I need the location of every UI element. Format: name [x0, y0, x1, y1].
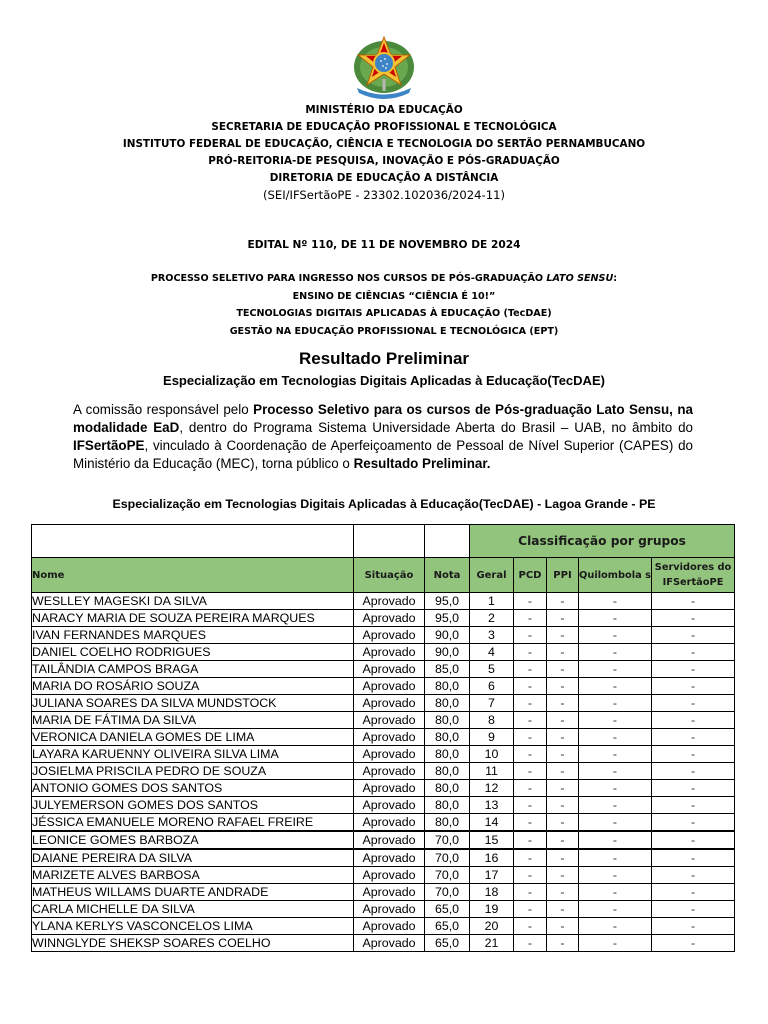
rank-pcd-cell: - [514, 849, 547, 867]
rank-servidores-cell: - [652, 712, 735, 729]
status-cell: Aprovado [354, 678, 425, 695]
para-bold-1: Processo Seletivo para os cursos de Pós-graduação Lato Sensu, na modalidade EaD [73, 402, 693, 435]
table-row [32, 918, 735, 935]
table-row [32, 763, 735, 780]
rank-quilombolas-cell: - [579, 729, 652, 746]
rank-pcd-cell: - [514, 780, 547, 797]
rank-servidores-cell: - [652, 610, 735, 627]
status-cell: Aprovado [354, 797, 425, 814]
rank-general-cell: 9 [470, 729, 514, 746]
rank-general-cell: 5 [470, 661, 514, 678]
process-number: (SEI/IFSertãoPE - 23302.102036/2024-11) [263, 188, 505, 202]
rank-servidores-cell: - [652, 627, 735, 644]
rank-servidores-cell: - [652, 884, 735, 901]
table-row [32, 884, 735, 901]
rank-general-cell: 2 [470, 610, 514, 627]
rank-general-cell: 3 [470, 627, 514, 644]
candidate-name-cell: JULYEMERSON GOMES DOS SANTOS [32, 797, 354, 814]
status-cell: Aprovado [354, 867, 425, 884]
score-cell: 95,0 [425, 593, 470, 610]
table-row [32, 610, 735, 627]
table-row [32, 627, 735, 644]
rank-general-cell: 15 [470, 831, 514, 849]
candidate-name-cell: MARIZETE ALVES BARBOSA [32, 867, 354, 884]
candidate-name-cell: ANTONIO GOMES DOS SANTOS [32, 780, 354, 797]
rank-ppi-cell: - [547, 884, 579, 901]
rank-general-cell: 11 [470, 763, 514, 780]
institution-header [0, 102, 768, 204]
score-cell: 80,0 [425, 780, 470, 797]
candidate-name-cell: MARIA DO ROSÁRIO SOUZA [32, 678, 354, 695]
candidate-name-cell: JULIANA SOARES DA SILVA MUNDSTOCK [32, 695, 354, 712]
column-header-quilombolas: Quilombola s [579, 558, 652, 593]
rank-quilombolas-cell: - [579, 610, 652, 627]
rank-ppi-cell: - [547, 644, 579, 661]
table-row [32, 644, 735, 661]
candidate-name-cell: LEONICE GOMES BARBOZA [32, 831, 354, 849]
rank-general-cell: 1 [470, 593, 514, 610]
para-bold-2: IFSertãoPE [73, 438, 145, 453]
header-line-secretariat: SECRETARIA DE EDUCAÇÃO PROFISSIONAL E TECNOLÓGICA [211, 121, 557, 133]
rank-servidores-cell: - [652, 695, 735, 712]
rank-ppi-cell: - [547, 610, 579, 627]
rank-pcd-cell: - [514, 593, 547, 610]
para-text-1: A comissão responsável pelo [73, 402, 254, 417]
course-tecdae: TECNOLOGIAS DIGITAIS APLICADAS À EDUCAÇÃO (TecDAE) [236, 308, 552, 319]
rank-pcd-cell: - [514, 918, 547, 935]
score-cell: 80,0 [425, 797, 470, 814]
rank-servidores-cell: - [652, 661, 735, 678]
table-row [32, 867, 735, 884]
rank-ppi-cell: - [547, 901, 579, 918]
process-heading-suffix: : [613, 273, 618, 284]
status-cell: Aprovado [354, 729, 425, 746]
rank-quilombolas-cell: - [579, 695, 652, 712]
para-text-2: , dentro do Programa Sistema Universidade Aberta do Brasil – UAB, no âmbito do [179, 420, 693, 435]
status-cell: Aprovado [354, 918, 425, 935]
score-cell: 70,0 [425, 867, 470, 884]
status-cell: Aprovado [354, 610, 425, 627]
candidate-name-cell: WESLLEY MAGESKI DA SILVA [32, 593, 354, 610]
score-cell: 80,0 [425, 763, 470, 780]
candidate-name-cell: IVAN FERNANDES MARQUES [32, 627, 354, 644]
rank-servidores-cell: - [652, 849, 735, 867]
process-heading-italic: LATO SENSU [546, 273, 614, 284]
process-heading [0, 270, 768, 288]
candidate-name-cell: JÉSSICA EMANUELE MORENO RAFAEL FREIRE [32, 814, 354, 832]
rank-pcd-cell: - [514, 712, 547, 729]
rank-ppi-cell: - [547, 849, 579, 867]
rank-pcd-cell: - [514, 797, 547, 814]
para-text-3: , vinculado à Coordenação de Aperfeiçoamento de Pessoal de Nível Superior (CAPES) do Ministério da Educação (MEC), torna público o [73, 438, 693, 471]
candidate-name-cell: WINNGLYDE SHEKSP SOARES COELHO [32, 935, 354, 952]
score-cell: 70,0 [425, 884, 470, 901]
status-cell: Aprovado [354, 901, 425, 918]
candidate-name-cell: YLANA KERLYS VASCONCELOS LIMA [32, 918, 354, 935]
rank-servidores-cell: - [652, 867, 735, 884]
table-row [32, 849, 735, 867]
header-blank-cell [32, 525, 354, 558]
rank-quilombolas-cell: - [579, 678, 652, 695]
score-cell: 65,0 [425, 935, 470, 952]
rank-pcd-cell: - [514, 695, 547, 712]
result-title: Resultado Preliminar [298, 349, 470, 368]
rank-quilombolas-cell: - [579, 831, 652, 849]
table-row [32, 901, 735, 918]
status-cell: Aprovado [354, 935, 425, 952]
score-cell: 80,0 [425, 814, 470, 832]
rank-general-cell: 6 [470, 678, 514, 695]
rank-pcd-cell: - [514, 867, 547, 884]
rank-general-cell: 4 [470, 644, 514, 661]
candidate-name-cell: JOSIELMA PRISCILA PEDRO DE SOUZA [32, 763, 354, 780]
rank-ppi-cell: - [547, 712, 579, 729]
candidate-name-cell: VERONICA DANIELA GOMES DE LIMA [32, 729, 354, 746]
table-row [32, 695, 735, 712]
rank-general-cell: 19 [470, 901, 514, 918]
rank-quilombolas-cell: - [579, 780, 652, 797]
status-cell: Aprovado [354, 627, 425, 644]
rank-ppi-cell: - [547, 780, 579, 797]
status-cell: Aprovado [354, 695, 425, 712]
rank-servidores-cell: - [652, 678, 735, 695]
status-cell: Aprovado [354, 644, 425, 661]
rank-quilombolas-cell: - [579, 884, 652, 901]
rank-quilombolas-cell: - [579, 814, 652, 832]
rank-servidores-cell: - [652, 644, 735, 661]
rank-quilombolas-cell: - [579, 627, 652, 644]
score-cell: 90,0 [425, 627, 470, 644]
header-blank-cell [425, 525, 470, 558]
rank-pcd-cell: - [514, 763, 547, 780]
rank-ppi-cell: - [547, 918, 579, 935]
course-ept: GESTÃO NA EDUCAÇÃO PROFISSIONAL E TECNOLÓGICA (EPT) [229, 325, 559, 337]
rank-quilombolas-cell: - [579, 712, 652, 729]
rank-servidores-cell: - [652, 746, 735, 763]
table-caption: Especialização em Tecnologias Digitais Aplicadas à Educação(TecDAE) - Lagoa Grande - PE [112, 497, 656, 511]
score-cell: 80,0 [425, 695, 470, 712]
header-line-institute: INSTITUTO FEDERAL DE EDUCAÇÃO, CIÊNCIA E TECNOLOGIA DO SERTÃO PERNAMBUCANO [122, 138, 646, 150]
rank-general-cell: 8 [470, 712, 514, 729]
status-cell: Aprovado [354, 831, 425, 849]
candidate-name-cell: DAIANE PEREIRA DA SILVA [32, 849, 354, 867]
rank-pcd-cell: - [514, 627, 547, 644]
header-line-ministry: MINISTÉRIO DA EDUCAÇÃO [305, 104, 463, 116]
header-blank-cell [354, 525, 425, 558]
status-cell: Aprovado [354, 746, 425, 763]
rank-ppi-cell: - [547, 746, 579, 763]
edital-title: EDITAL Nº 110, DE 11 DE NOVEMBRO DE 2024 [247, 239, 521, 251]
rank-servidores-cell: - [652, 593, 735, 610]
rank-ppi-cell: - [547, 729, 579, 746]
rank-ppi-cell: - [547, 593, 579, 610]
rank-servidores-cell: - [652, 814, 735, 832]
rank-servidores-cell: - [652, 831, 735, 849]
table-row [32, 729, 735, 746]
table-row [32, 712, 735, 729]
table-row [32, 746, 735, 763]
rank-ppi-cell: - [547, 867, 579, 884]
score-cell: 80,0 [425, 712, 470, 729]
header-line-pro-rectory: PRÓ-REITORIA-DE PESQUISA, INOVAÇÃO E PÓS-GRADUAÇÃO [208, 155, 560, 167]
rank-servidores-cell: - [652, 918, 735, 935]
table-row [32, 814, 735, 832]
rank-pcd-cell: - [514, 661, 547, 678]
rank-servidores-cell: - [652, 780, 735, 797]
rank-general-cell: 13 [470, 797, 514, 814]
rank-quilombolas-cell: - [579, 644, 652, 661]
rank-ppi-cell: - [547, 831, 579, 849]
rank-quilombolas-cell: - [579, 867, 652, 884]
column-header-situacao: Situação [354, 558, 425, 593]
results-table [31, 524, 735, 952]
rank-servidores-cell: - [652, 797, 735, 814]
score-cell: 70,0 [425, 849, 470, 867]
table-header-row-group [32, 525, 735, 558]
candidate-name-cell: MATHEUS WILLAMS DUARTE ANDRADE [32, 884, 354, 901]
candidate-name-cell: DANIEL COELHO RODRIGUES [32, 644, 354, 661]
table-row [32, 780, 735, 797]
rank-quilombolas-cell: - [579, 763, 652, 780]
score-cell: 65,0 [425, 918, 470, 935]
table-header-row [32, 558, 735, 593]
table-row [32, 593, 735, 610]
rank-ppi-cell: - [547, 814, 579, 832]
rank-quilombolas-cell: - [579, 593, 652, 610]
result-subtitle: Especialização em Tecnologias Digitais Aplicadas à Educação(TecDAE) [163, 373, 605, 388]
rank-general-cell: 12 [470, 780, 514, 797]
header-line-directorate: DIRETORIA DE EDUCAÇÃO A DISTÂNCIA [269, 172, 499, 184]
course-ensino-ciencias: ENSINO DE CIÊNCIAS “CIÊNCIA É 10!” [292, 290, 496, 302]
selection-process-block [0, 270, 768, 340]
rank-ppi-cell: - [547, 627, 579, 644]
rank-general-cell: 21 [470, 935, 514, 952]
rank-quilombolas-cell: - [579, 918, 652, 935]
rank-general-cell: 7 [470, 695, 514, 712]
rank-pcd-cell: - [514, 610, 547, 627]
table-body [32, 593, 735, 952]
rank-ppi-cell: - [547, 678, 579, 695]
rank-pcd-cell: - [514, 746, 547, 763]
announcement-paragraph [73, 401, 693, 473]
rank-pcd-cell: - [514, 935, 547, 952]
candidate-name-cell: LAYARA KARUENNY OLIVEIRA SILVA LIMA [32, 746, 354, 763]
rank-pcd-cell: - [514, 729, 547, 746]
rank-quilombolas-cell: - [579, 661, 652, 678]
score-cell: 80,0 [425, 729, 470, 746]
group-classification-header: Classificação por grupos [470, 525, 735, 558]
score-cell: 65,0 [425, 901, 470, 918]
rank-servidores-cell: - [652, 935, 735, 952]
column-header-servidores: Servidores do IFSertãoPE [652, 558, 735, 593]
table-row [32, 831, 735, 849]
status-cell: Aprovado [354, 884, 425, 901]
rank-pcd-cell: - [514, 831, 547, 849]
column-header-ppi: PPI [547, 558, 579, 593]
status-cell: Aprovado [354, 593, 425, 610]
candidate-name-cell: TAILÂNDIA CAMPOS BRAGA [32, 661, 354, 678]
rank-ppi-cell: - [547, 797, 579, 814]
score-cell: 90,0 [425, 644, 470, 661]
rank-servidores-cell: - [652, 729, 735, 746]
process-heading-text: PROCESSO SELETIVO PARA INGRESSO NOS CURSOS DE PÓS-GRADUAÇÃO [150, 273, 547, 284]
status-cell: Aprovado [354, 712, 425, 729]
rank-pcd-cell: - [514, 901, 547, 918]
rank-quilombolas-cell: - [579, 849, 652, 867]
rank-servidores-cell: - [652, 901, 735, 918]
rank-general-cell: 20 [470, 918, 514, 935]
score-cell: 95,0 [425, 610, 470, 627]
column-header-geral: Geral [470, 558, 514, 593]
rank-ppi-cell: - [547, 661, 579, 678]
rank-general-cell: 14 [470, 814, 514, 832]
score-cell: 80,0 [425, 678, 470, 695]
para-bold-3: Resultado Preliminar. [353, 456, 491, 471]
table-row [32, 661, 735, 678]
rank-servidores-cell: - [652, 763, 735, 780]
rank-quilombolas-cell: - [579, 935, 652, 952]
candidate-name-cell: MARIA DE FÁTIMA DA SILVA [32, 712, 354, 729]
table-row [32, 797, 735, 814]
rank-ppi-cell: - [547, 763, 579, 780]
rank-pcd-cell: - [514, 884, 547, 901]
column-header-nome: Nome [32, 558, 354, 593]
rank-quilombolas-cell: - [579, 901, 652, 918]
status-cell: Aprovado [354, 849, 425, 867]
status-cell: Aprovado [354, 780, 425, 797]
brazil-coat-of-arms-icon [347, 33, 421, 103]
rank-quilombolas-cell: - [579, 797, 652, 814]
score-cell: 80,0 [425, 746, 470, 763]
score-cell: 85,0 [425, 661, 470, 678]
column-header-nota: Nota [425, 558, 470, 593]
rank-general-cell: 10 [470, 746, 514, 763]
status-cell: Aprovado [354, 763, 425, 780]
score-cell: 70,0 [425, 831, 470, 849]
table-row [32, 935, 735, 952]
column-header-pcd: PCD [514, 558, 547, 593]
rank-pcd-cell: - [514, 814, 547, 832]
rank-general-cell: 18 [470, 884, 514, 901]
rank-pcd-cell: - [514, 678, 547, 695]
rank-quilombolas-cell: - [579, 746, 652, 763]
status-cell: Aprovado [354, 661, 425, 678]
rank-pcd-cell: - [514, 644, 547, 661]
candidate-name-cell: NARACY MARIA DE SOUZA PEREIRA MARQUES [32, 610, 354, 627]
rank-general-cell: 17 [470, 867, 514, 884]
table-row [32, 678, 735, 695]
rank-ppi-cell: - [547, 695, 579, 712]
rank-ppi-cell: - [547, 935, 579, 952]
candidate-name-cell: CARLA MICHELLE DA SILVA [32, 901, 354, 918]
rank-general-cell: 16 [470, 849, 514, 867]
status-cell: Aprovado [354, 814, 425, 832]
